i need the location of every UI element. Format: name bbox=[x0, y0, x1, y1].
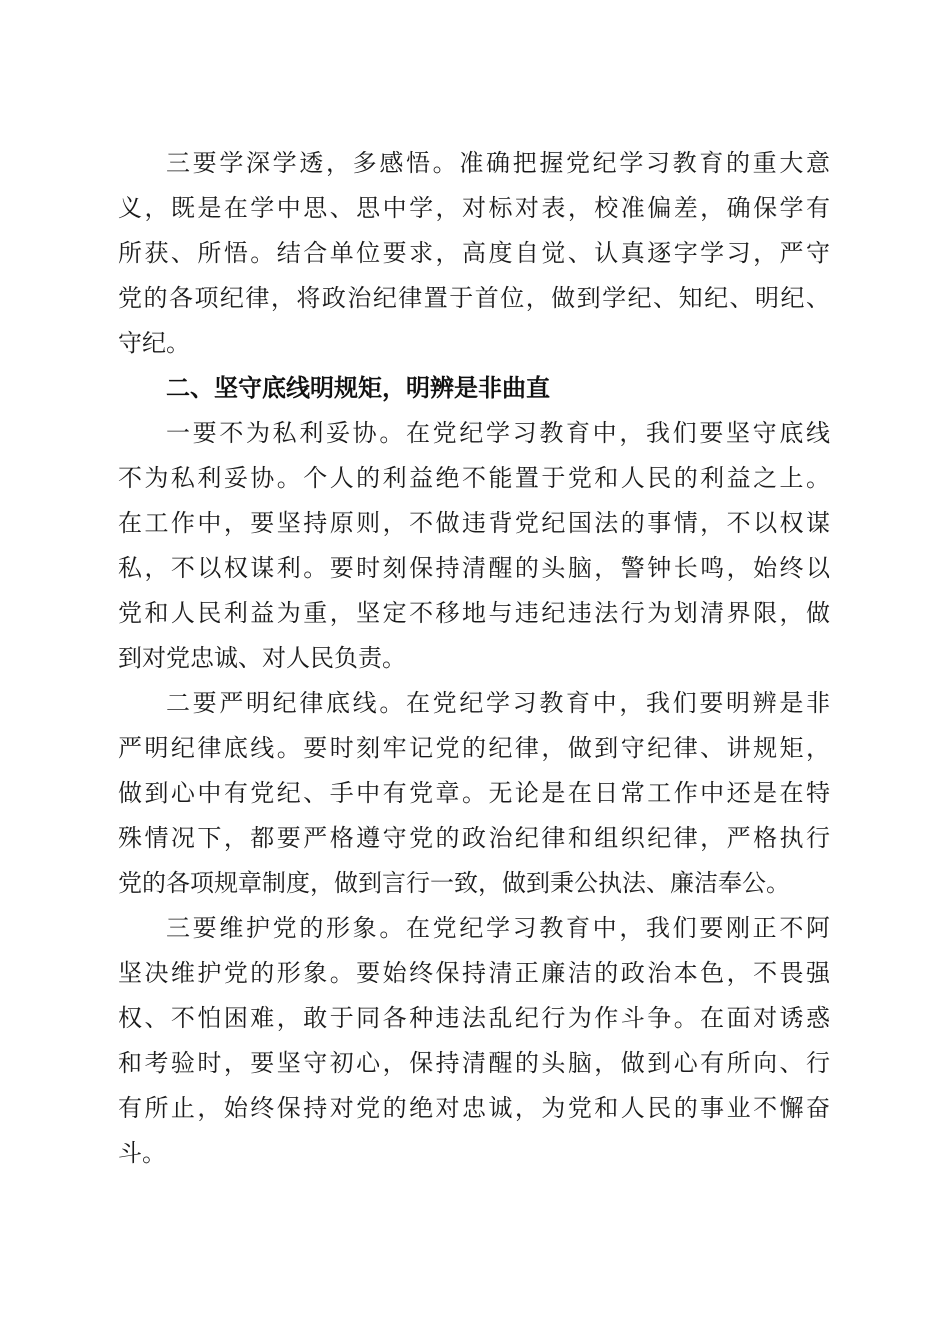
paragraph-line: 和考验时，要坚守初心，保持清醒的头脑，做到心有所向、行 bbox=[118, 1049, 830, 1077]
paragraph-line: 有所止，始终保持对党的绝对忠诚，为党和人民的事业不懈奋 bbox=[118, 1094, 830, 1122]
paragraph-line: 守纪。 bbox=[118, 329, 190, 357]
paragraph-line: 三要学深学透，多感悟。准确把握党纪学习教育的重大意 bbox=[166, 149, 830, 177]
paragraph-line: 一要不为私利妥协。在党纪学习教育中，我们要坚守底线 bbox=[166, 419, 830, 447]
section-heading: 二、坚守底线明规矩，明辨是非曲直 bbox=[166, 374, 550, 402]
paragraph-line: 在工作中，要坚持原则，不做违背党纪国法的事情，不以权谋 bbox=[118, 509, 830, 537]
paragraph-line: 三要维护党的形象。在党纪学习教育中，我们要刚正不阿 bbox=[166, 914, 830, 942]
paragraph-line: 权、不怕困难，敢于同各种违法乱纪行为作斗争。在面对诱惑 bbox=[118, 1004, 830, 1032]
paragraph-line: 不为私利妥协。个人的利益绝不能置于党和人民的利益之上。 bbox=[118, 464, 830, 492]
paragraph-line: 坚决维护党的形象。要始终保持清正廉洁的政治本色，不畏强 bbox=[118, 959, 830, 987]
paragraph-line: 殊情况下，都要严格遵守党的政治纪律和组织纪律，严格执行 bbox=[118, 824, 830, 852]
paragraph-line: 二要严明纪律底线。在党纪学习教育中，我们要明辨是非 bbox=[166, 689, 830, 717]
paragraph-line: 义，既是在学中思、思中学，对标对表，校准偏差，确保学有 bbox=[118, 194, 830, 222]
paragraph-line: 所获、所悟。结合单位要求，高度自觉、认真逐字学习，严守 bbox=[118, 239, 830, 267]
paragraph-line: 私，不以权谋利。要时刻保持清醒的头脑，警钟长鸣，始终以 bbox=[118, 554, 830, 582]
paragraph-line: 斗。 bbox=[118, 1139, 166, 1167]
paragraph-line: 党和人民利益为重，坚定不移地与违纪违法行为划清界限，做 bbox=[118, 599, 830, 627]
paragraph-line: 党的各项纪律，将政治纪律置于首位，做到学纪、知纪、明纪、 bbox=[118, 284, 830, 312]
paragraph-line: 到对党忠诚、对人民负责。 bbox=[118, 644, 406, 672]
paragraph-line: 党的各项规章制度，做到言行一致，做到秉公执法、廉洁奉公。 bbox=[118, 869, 790, 897]
paragraph-line: 做到心中有党纪、手中有党章。无论是在日常工作中还是在特 bbox=[118, 779, 830, 807]
paragraph-line: 严明纪律底线。要时刻牢记党的纪律，做到守纪律、讲规矩， bbox=[118, 734, 830, 762]
